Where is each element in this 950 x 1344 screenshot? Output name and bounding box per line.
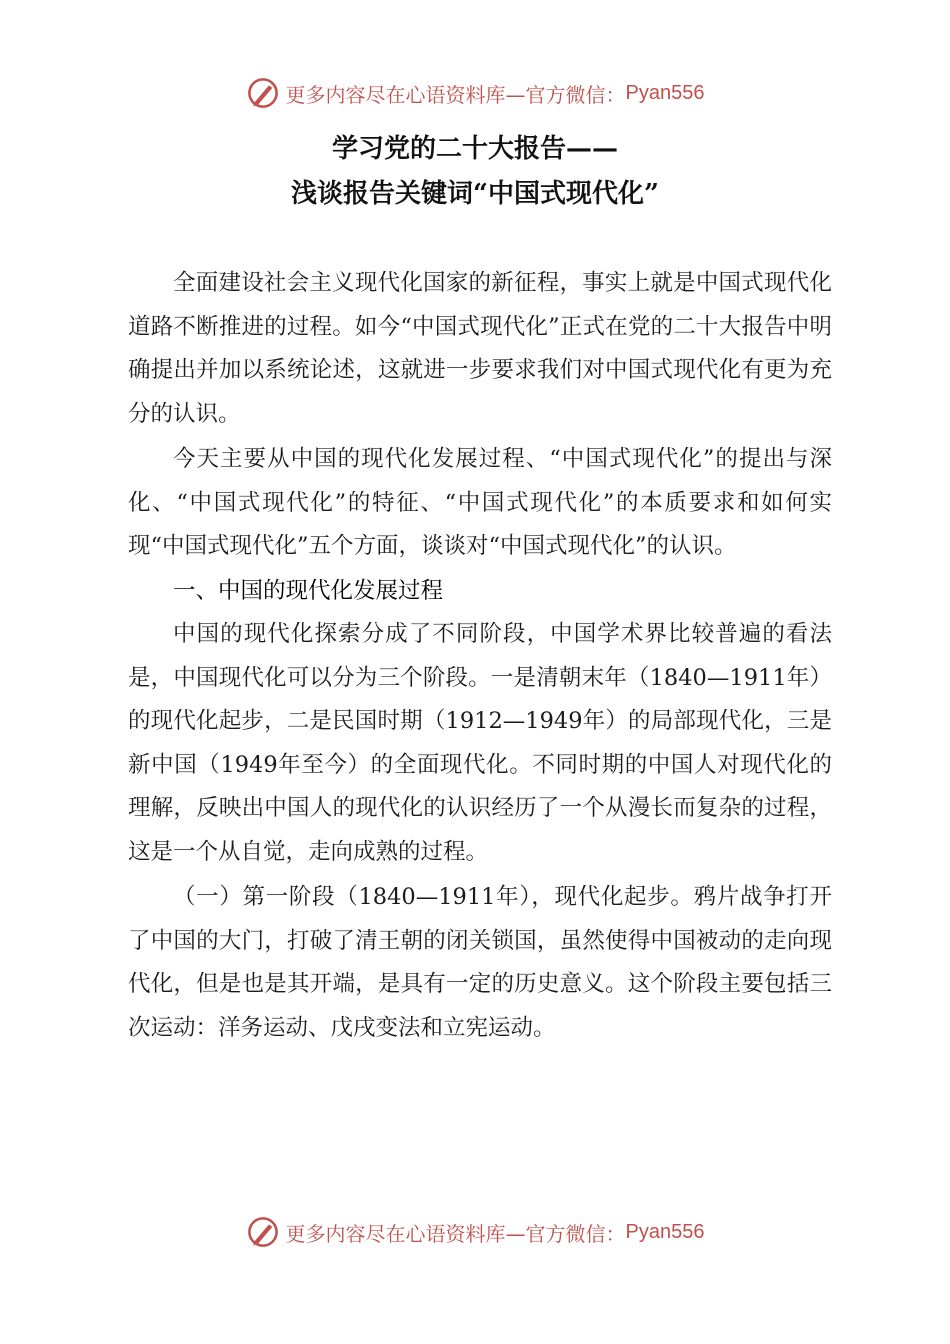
watermark-wechat-id: Pyan556 xyxy=(625,81,705,104)
section-heading-1: 一、中国的现代化发展过程 xyxy=(173,577,444,604)
paragraph-stages: 中国的现代化探索分成了不同阶段，中国学术界比较普遍的看法是，中国现代化可以分为三个阶段。一是清朝末年（1840—1911年）的现代化起步，二是民国时期（1912—1949年）的局部现代化，三是新中国（1949年至今）的全面现代化。不同时期的中国人对现代化的理解，反映出中国人的现代化的认识经历了一个从漫长而复杂的过程，这是一个从自觉，走向成熟的过程。 xyxy=(128,621,832,865)
watermark-wechat-id: Pyan556 xyxy=(625,1220,705,1243)
document-body xyxy=(128,262,832,1050)
paragraph-outline: 今天主要从中国的现代化发展过程、“中国式现代化”的提出与深化、“中国式现代化”的特征、“中国式现代化”的本质要求和如何实现“中国式现代化”五个方面，谈谈对“中国式现代化”的认识。 xyxy=(128,446,832,559)
pen-logo-icon xyxy=(246,1215,280,1249)
document-title-line1: 学习党的二十大报告—— xyxy=(331,134,618,164)
paragraph-stage-one: （一）第一阶段（1840—1911年），现代化起步。鸦片战争打开了中国的大门，打破了清王朝的闭关锁国，虽然使得中国被动的走向现代化，但是也是其开端，是具有一定的历史意义。这个阶段主要包括三次运动：洋务运动、戊戌变法和立宪运动。 xyxy=(128,884,832,1041)
watermark-text: 更多内容尽在心语资料库—官方微信： xyxy=(285,1221,626,1246)
watermark-text: 更多内容尽在心语资料库—官方微信： xyxy=(285,82,626,107)
paragraph-intro: 全面建设社会主义现代化国家的新征程，事实上就是中国式现代化道路不断推进的过程。如今“中国式现代化”正式在党的二十大报告中明确提出并加以系统论述，这就进一步要求我们对中国式现代化有更为充分的认识。 xyxy=(128,270,832,427)
footer-watermark xyxy=(0,1212,950,1252)
header-watermark xyxy=(0,73,950,113)
document-title-line2: 浅谈报告关键词“中国式现代化” xyxy=(291,179,659,209)
pen-logo-icon xyxy=(246,76,280,110)
